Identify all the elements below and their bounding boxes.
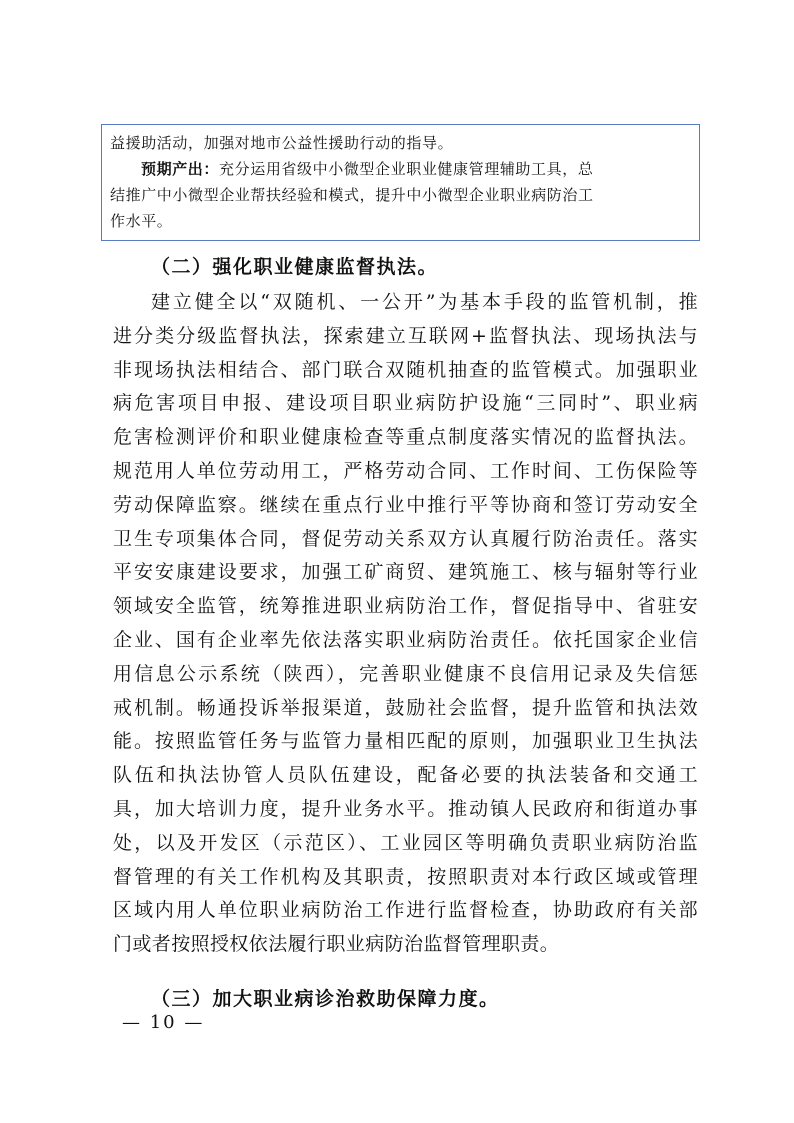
paragraph-line: 平安安康建设要求，加强工矿商贸、建筑施工、核与辐射等行业 — [113, 561, 698, 584]
paragraph-line: 能。按照监管任务与监管力量相匹配的原则，加强职业卫生执法 — [113, 730, 698, 753]
section-heading-3: （三）加大职业病诊治救助保障力度。 — [151, 988, 500, 1010]
paragraph-line: 非现场执法相结合、部门联合双随机抽查的监管模式。加强职业 — [113, 358, 698, 381]
paragraph-line: 企业、国有企业率先依法落实职业病防治责任。依托国家企业信 — [113, 628, 698, 651]
paragraph-line: 规范用人单位劳动用工，严格劳动合同、工作时间、工伤保险等 — [113, 459, 698, 482]
paragraph-line: 危害检测评价和职业健康检查等重点制度落实情况的监督执法。 — [113, 426, 698, 449]
paragraph-line: 病危害项目申报、建设项目职业病防护设施“三同时”、职业病 — [113, 392, 698, 415]
paragraph-line: 领域安全监管，统筹推进职业病防治工作，督促指导中、省驻安 — [113, 595, 698, 618]
paragraph-line: 进分类分级监督执法，探索建立互联网+监督执法、现场执法与 — [113, 324, 698, 347]
paragraph-line: 门或者按照授权依法履行职业病防治监督管理职责。 — [113, 933, 560, 956]
page-number: — 10 — — [122, 1012, 205, 1033]
paragraph-line: 督管理的有关工作机构及其职责，按照职责对本行政区域或管理 — [113, 865, 698, 888]
box-line-2-text: 充分运用省级中小微型企业职业健康管理辅助工具，总 — [219, 160, 594, 178]
expected-output-label: 预期产出： — [141, 160, 220, 178]
body-paragraph — [113, 286, 698, 962]
paragraph-line: 卫生专项集体合同，督促劳动关系双方认真履行防治责任。落实 — [113, 527, 698, 550]
paragraph-line: 戒机制。畅通投诉举报渠道，鼓励社会监督，提升监管和执法效 — [113, 696, 698, 719]
paragraph-line: 具，加大培训力度，提升业务水平。推动镇人民政府和街道办事 — [113, 797, 698, 820]
highlight-box — [101, 124, 700, 241]
box-line-2 — [110, 156, 691, 182]
box-line-3: 结推广中小微型企业帮扶经验和模式，提升中小微型企业职业病防治工 — [110, 186, 594, 204]
box-line-1: 益援助活动，加强对地市公益性援助行动的指导。 — [110, 134, 454, 152]
paragraph-line: 用信息公示系统（陕西），完善职业健康不良信用记录及失信惩 — [113, 662, 698, 685]
section-heading-2: （二）强化职业健康监督执法。 — [151, 256, 439, 278]
paragraph-line: 建立健全以“双随机、一公开”为基本手段的监管机制，推 — [151, 291, 698, 313]
paragraph-line: 劳动保障监察。继续在重点行业中推行平等协商和签订劳动安全 — [113, 493, 698, 516]
paragraph-line: 区域内用人单位职业病防治工作进行监督检查，协助政府有关部 — [113, 899, 698, 922]
box-line-4: 作水平。 — [110, 212, 173, 230]
paragraph-line: 队伍和执法协管人员队伍建设，配备必要的执法装备和交通工 — [113, 764, 698, 787]
paragraph-line: 处，以及开发区（示范区）、工业园区等明确负责职业病防治监 — [113, 831, 698, 854]
